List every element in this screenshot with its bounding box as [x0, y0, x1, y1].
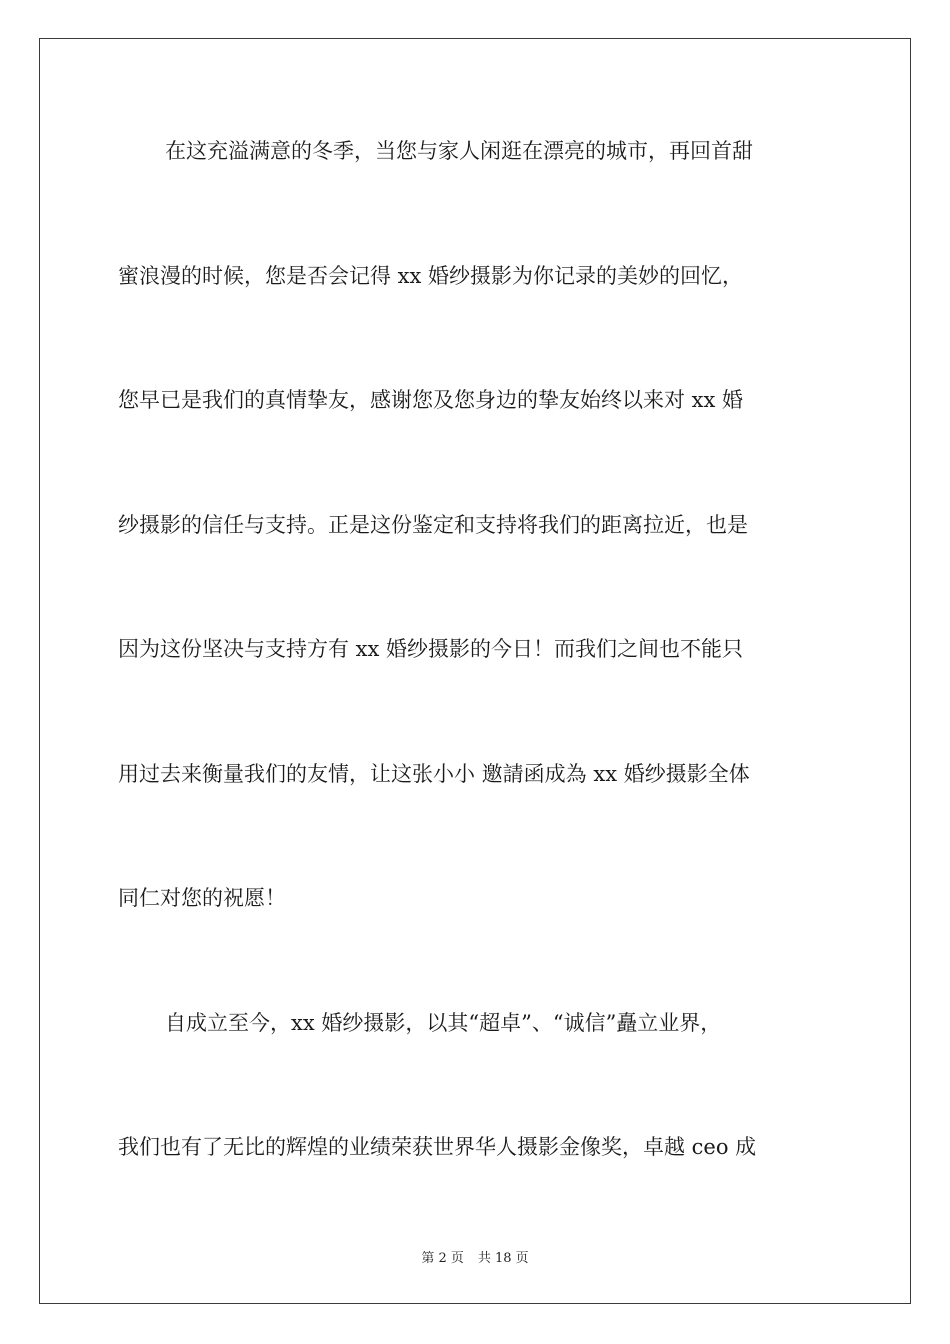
paragraph-line: 因为这份坚决与支持方有 xx 婚纱摄影的今日！而我们之间也不能只 — [118, 637, 744, 661]
paragraph-line: 蜜浪漫的时候，您是否会记得 xx 婚纱摄影为你记录的美妙的回忆， — [118, 264, 744, 288]
paragraph-line: 我们也有了无比的辉煌的业绩荣获世界华人摄影金像奖，卓越 ceo 成 — [118, 1135, 757, 1159]
page-border — [39, 38, 911, 1304]
paragraph-line: 在这充溢满意的冬季，当您与家人闲逛在漂亮的城市，再回首甜 — [165, 139, 753, 163]
page-total: 共 18 页 — [477, 1251, 529, 1266]
paragraph-line: 用过去来衡量我们的友情，让这张小小 邀請函成為 xx 婚纱摄影全体 — [118, 762, 750, 786]
paragraph-line: 自成立至今，xx 婚纱摄影，以其“超卓”、“诚信”矗立业界， — [165, 1011, 722, 1035]
page-number: 第 2 页 — [421, 1251, 464, 1266]
paragraph-line: 纱摄影的信任与支持。正是这份鉴定和支持将我们的距离拉近，也是 — [118, 513, 748, 537]
paragraph-line: 同仁对您的祝愿！ — [118, 886, 286, 910]
page-footer — [0, 1247, 950, 1266]
paragraph-line: 您早已是我们的真情挚友，感谢您及您身边的挚友始终以来对 xx 婚 — [118, 388, 744, 412]
